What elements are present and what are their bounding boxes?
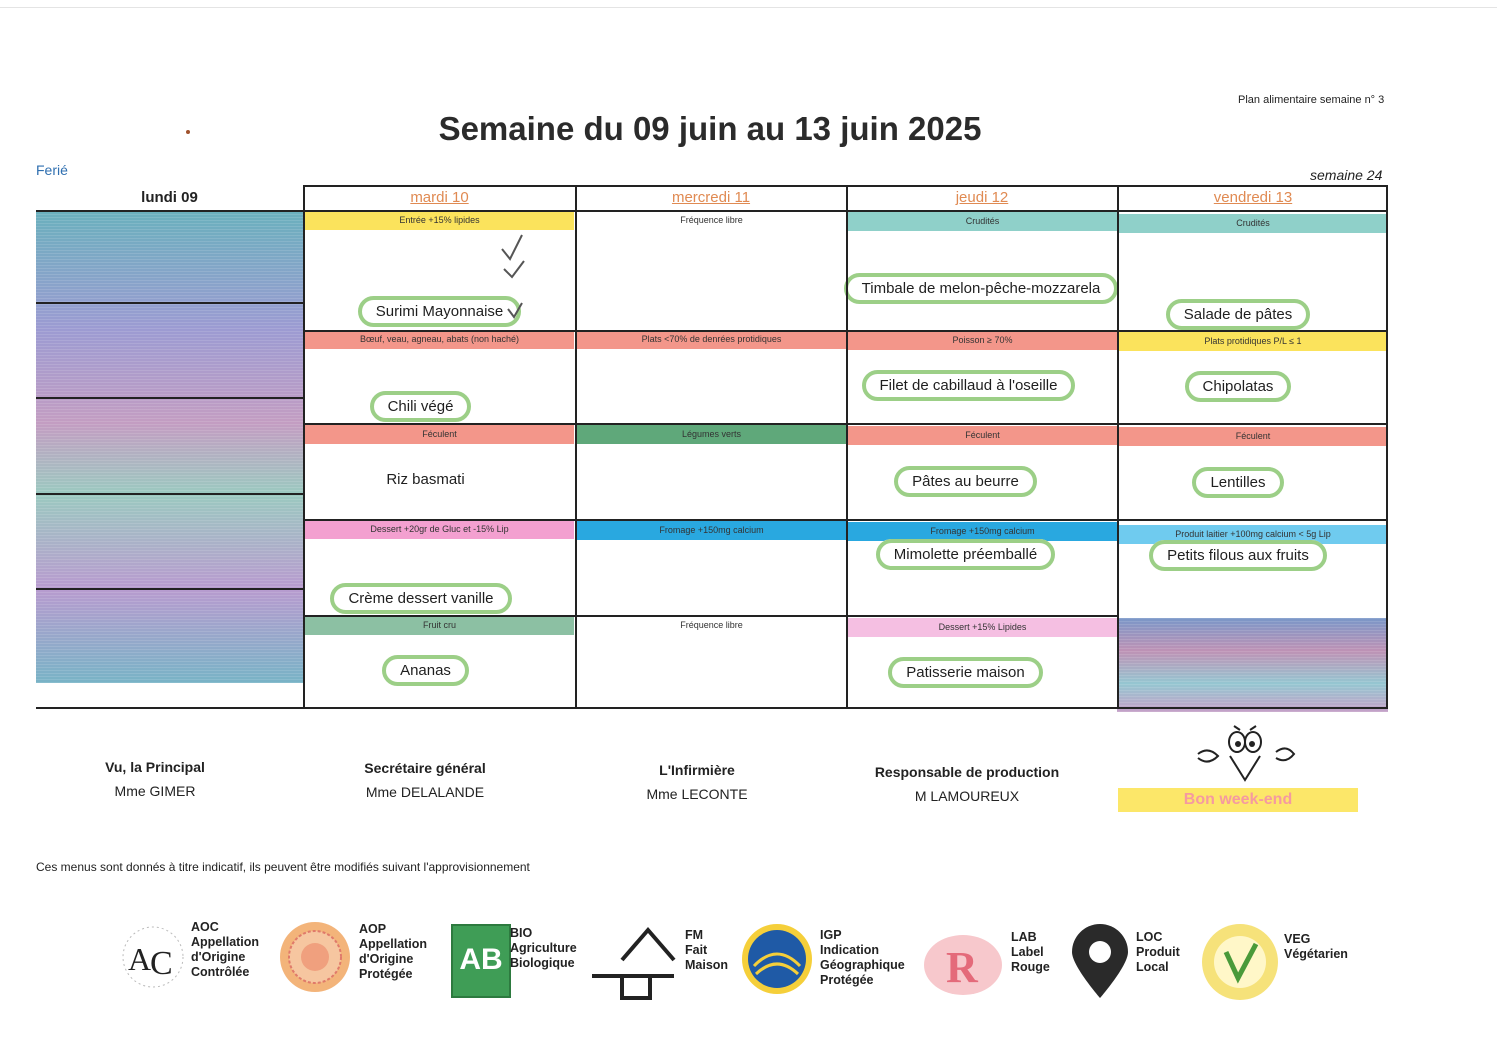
- top-border: [0, 7, 1497, 8]
- category-band: Féculent: [1119, 427, 1387, 446]
- label-bio: AB BIO Agriculture Biologique: [451, 918, 601, 998]
- bon-weekend-banner: Bon week-end: [1118, 788, 1358, 812]
- dish: Ananas: [291, 662, 560, 679]
- dish: Surimi Mayonnaise: [305, 303, 574, 320]
- category-band: Crudités: [1119, 214, 1387, 233]
- day-header-friday: vendredi 13: [1213, 189, 1293, 206]
- category-band: Fréquence libre: [577, 616, 846, 635]
- dish: Riz basmati: [291, 471, 560, 488]
- day-header-thursday: jeudi 12: [955, 189, 1009, 206]
- location-pin-icon: [1070, 924, 1130, 1000]
- label-loc: LOC Produit Local: [1070, 918, 1210, 1002]
- dish: Chili végé: [286, 398, 555, 415]
- aop-seal: [278, 920, 352, 994]
- label-fm: FM Fait Maison: [592, 918, 752, 998]
- disclaimer: Ces menus sont donnés à titre indicatif, ils peuvent être modifiés suivant l'approvisionnement: [36, 860, 530, 874]
- label-aop: AOP Appellation d'Origine Protégée: [278, 918, 438, 998]
- label-lab: R LAB Label Rouge: [922, 918, 1072, 998]
- svg-text:R: R: [946, 943, 978, 992]
- day-header-wednesday: mercredi 11: [671, 189, 751, 206]
- signature-secretaire: Secrétaire général Mme DELALANDE: [364, 760, 486, 800]
- holiday-column: [36, 211, 303, 683]
- igp-seal: [740, 922, 814, 996]
- label-igp: IGP Indication Géographique Protégée: [740, 918, 920, 998]
- signature-production: Responsable de production M LAMOUREUX: [874, 764, 1060, 804]
- category-band: Fruit cru: [305, 616, 574, 635]
- category-band: Dessert +15% Lipides: [848, 618, 1117, 637]
- dish: Mimolette préemballé: [831, 546, 1100, 563]
- category-band: Féculent: [848, 426, 1117, 445]
- category-band: Plats protidiques P/L ≤ 1: [1119, 332, 1387, 351]
- category-band: Bœuf, veau, agneau, abats (non haché): [305, 330, 574, 349]
- ab-logo: AB: [451, 924, 511, 998]
- dish: Patisserie maison: [831, 664, 1100, 681]
- category-band: Fromage +150mg calcium: [577, 521, 846, 540]
- ferie-label: Ferié: [36, 162, 68, 178]
- signature-infirmiere: L'Infirmière Mme LECONTE: [646, 762, 748, 802]
- smiley-icon: [1192, 722, 1302, 784]
- aoc-logo: [118, 922, 188, 992]
- empty-cell-hatch: [1117, 618, 1388, 712]
- category-band: Féculent: [305, 425, 574, 444]
- menu-grid: [36, 185, 1388, 709]
- day-header-monday: lundi 09: [141, 189, 198, 206]
- category-band: Produit laitier +100mg calcium < 5g Lip: [1119, 525, 1387, 544]
- dish: Timbale de melon-pêche-mozzarela: [806, 280, 1156, 297]
- dish: Salade de pâtes: [1103, 306, 1373, 323]
- category-band: Crudités: [848, 212, 1117, 231]
- category-band: Dessert +20gr de Gluc et -15% Lip: [305, 520, 574, 539]
- category-band: Légumes verts: [577, 425, 846, 444]
- plan-label: Plan alimentaire semaine n° 3: [1238, 94, 1385, 106]
- dish: Pâtes au beurre: [831, 473, 1100, 490]
- page-title: Semaine du 09 juin au 13 juin 2025: [438, 110, 982, 147]
- dish: Petits filous aux fruits: [1103, 547, 1373, 564]
- dish: Chipolatas: [1103, 378, 1373, 395]
- label-veg: VEG Végétarien: [1200, 918, 1370, 1002]
- signature-principal: Vu, la Principal Mme GIMER: [105, 759, 205, 799]
- house-icon: [592, 924, 684, 1004]
- vegetarian-seal: [1200, 922, 1280, 1002]
- svg-text:A: A: [128, 941, 152, 977]
- dish: Filet de cabillaud à l'oseille: [831, 377, 1106, 394]
- svg-text:C: C: [150, 945, 173, 982]
- check-mark: [498, 229, 538, 319]
- label-rouge-logo: [922, 932, 1004, 998]
- label-aoc: A C AOC Appellation d'Origine Contrôlée: [118, 918, 278, 998]
- category-band: Fréquence libre: [577, 211, 846, 230]
- category-band: Entrée +15% lipides: [305, 211, 574, 230]
- dish: Crème dessert vanille: [276, 590, 566, 607]
- category-band: Poisson ≥ 70%: [848, 331, 1117, 350]
- category-band: Plats <70% de denrées protidiques: [577, 330, 846, 349]
- dish: Lentilles: [1103, 474, 1373, 491]
- week-label: semaine 24: [1310, 167, 1383, 183]
- category-band: Fromage +150mg calcium: [848, 522, 1117, 541]
- day-header-tuesday: mardi 10: [410, 189, 469, 206]
